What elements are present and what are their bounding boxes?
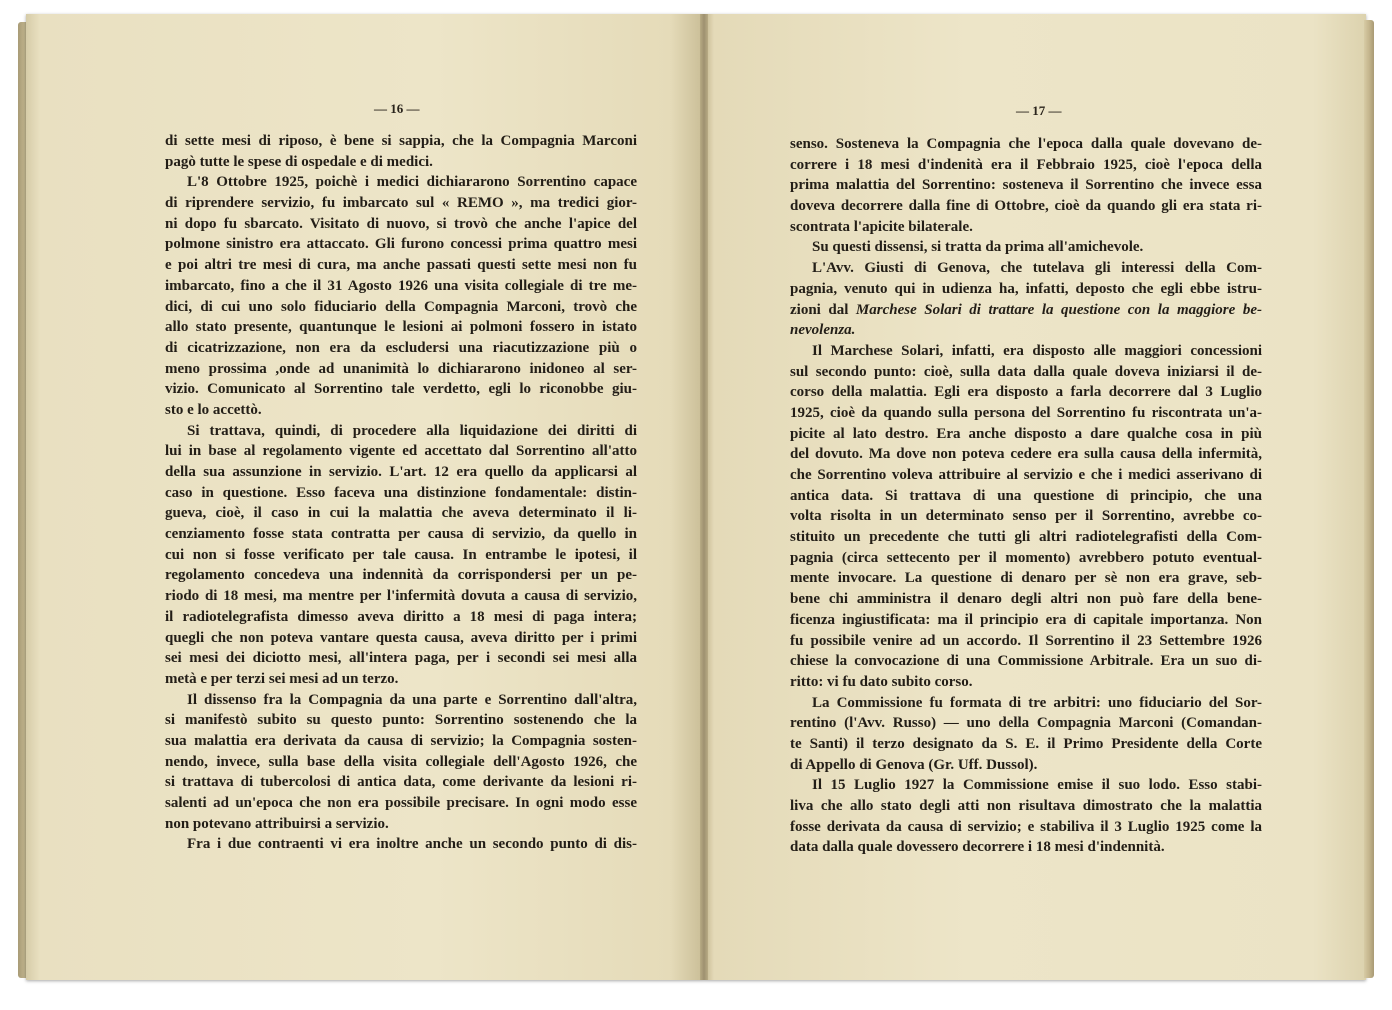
text-line: vizio. Comunicato al Sorrentino tale verdetto, egli lo riconobbe giu- — [165, 381, 637, 398]
text-line: liva che allo stato degli atti non risultava dimostrato che la malattia — [790, 798, 1262, 814]
text-line: non potevano attribuirsi a servizio. — [165, 815, 389, 832]
text-line: cui non si fosse verificato per tale causa. In entrambe le ipotesi, il — [165, 546, 637, 563]
text-line: stituito un precedente che tutti gli altri radiotelegrafisti della Com- — [790, 529, 1262, 546]
text-line — [790, 320, 1262, 341]
text-line: gueva, cioè, il caso in cui la malattia che aveva determinato il li- — [165, 505, 637, 522]
text-line: 1925, cioè da quando sulla persona del Sorrentino fu riscontrata un'a- — [790, 404, 1262, 421]
text-line: Fra i due contraenti vi era inoltre anche un secondo punto di dis- — [187, 836, 637, 853]
text-line: antica data. Si trattava di una questione di principio, che una — [790, 487, 1262, 504]
text-line: sua malattia era derivata da causa di servizio; la Compagnia sosten- — [165, 732, 637, 749]
text-line: picite al lato destro. Era anche disposto a dare qualche cosa in più — [790, 425, 1262, 442]
text-line: ni dopo fu sbarcato. Visitato di nuovo, si trovò che anche l'apice del — [165, 215, 637, 232]
text-line: meno prossima ,onde ad unanimità lo dichiararono inidoneo al ser- — [165, 360, 637, 377]
right-page-text — [790, 134, 1262, 858]
text-line: si manifestò subito su questo punto: Sorrentino sostenendo che la — [165, 712, 637, 729]
text-line: pagnia, venuto qui in udienza ha, infatti, deposto che egli ebbe istru- — [790, 280, 1262, 297]
text-line: che Sorrentino voleva attribuire al servizio e che i medici asserivano di — [790, 467, 1262, 483]
text-line: pagò tutte le spese di ospedale e di medici. — [165, 153, 433, 170]
text-line: fosse derivata da causa di servizio; e stabiliva il 3 Luglio 1925 come la — [790, 818, 1262, 835]
text-line: quegli che non poteva vantare questa causa, aveva diritto per i primi — [165, 629, 637, 646]
text-line: della sua assunzione in servizio. L'art. 12 era quello da applicarsi al — [165, 464, 637, 480]
left-page-text — [165, 131, 637, 855]
text-line: ritto: vi fu dato subito corso. — [790, 673, 973, 690]
text-line: rentino (l'Avv. Russo) — uno della Compagnia Marconi (Comandan- — [790, 715, 1262, 732]
text-line: Il 15 Luglio 1927 la Commissione emise il suo lodo. Esso stabi- — [812, 777, 1262, 794]
text-line: del dovuto. Ma dove non poteva cedere era sulla causa della infermità, — [790, 446, 1262, 463]
text-line: caso in questione. Esso faceva una distinzione fondamentale: distin- — [165, 484, 637, 501]
text-line: senso. Sosteneva la Compagnia che l'epoca dalla quale dovevano de- — [790, 136, 1262, 152]
text-line: di Appello di Genova (Gr. Uff. Dussol). — [790, 756, 1038, 773]
text-line: di riprendere servizio, fu imbarcato sul « REMO », ma tredici gior- — [165, 195, 637, 212]
text-line: nendo, invece, sulla base della visita collegiale dell'Agosto 1926, che — [165, 753, 637, 770]
text-line: L'Avv. Giusti di Genova, che tutelava gli interessi della Com- — [812, 260, 1262, 277]
italic-text: Marchese Solari di trattare la questione con la maggiore be- — [855, 301, 1262, 318]
text-line: corso della malattia. Egli era disposto a farla decorrere dal 3 Luglio — [790, 384, 1262, 401]
page-number-left: — 16 — — [374, 101, 420, 116]
text-line: sei mesi dei diciotto mesi, all'intera paga, per i secondi sei mesi alla — [165, 650, 637, 667]
text-line: ficenza ingiustificata: ma il principio era di capitale importanza. Non — [790, 611, 1262, 628]
text-line: doveva decorrere dalla fine di Ottobre, cioè da quando gli era stata ri- — [790, 198, 1262, 215]
text-line: scontrata l'apicite bilaterale. — [790, 218, 973, 235]
page-number-right: — 17 — — [1016, 103, 1062, 118]
text-line: bene chi amministra il denaro degli altri non può fare della bene- — [790, 591, 1262, 608]
text-line: allo stato presente, quantunque le lesioni ai polmoni fossero in istato — [165, 319, 637, 336]
text-line: sul secondo punto: cioè, sulla data dalla quale doveva iniziarsi il de- — [790, 363, 1262, 380]
text-line: dici, di cui uno solo fiduciario della Compagnia Marconi, trovò che — [165, 298, 637, 315]
text-line: il radiotelegrafista dimesso aveva diritto a 18 mesi di paga intera; — [165, 608, 637, 625]
text-line: correre i 18 mesi d'indenità era il Febbraio 1925, cioè l'epoca della — [790, 156, 1262, 173]
text-line: Il Marchese Solari, infatti, era disposto alle maggiori concessioni — [812, 342, 1262, 359]
right-page-edge — [1364, 20, 1374, 978]
book-spine — [700, 14, 708, 980]
text-line: te Santi) il terzo designato da S. E. il Primo Presidente della Corte — [790, 735, 1262, 752]
italic-text: nevolenza. — [790, 322, 856, 339]
text-line: Il dissenso fra la Compagnia da una parte e Sorrentino dall'altra, — [187, 691, 637, 708]
text-line: riodo di 18 mesi, ma mentre per l'infermità dovuta a causa di servizio, — [165, 588, 637, 605]
text-line: Si trattava, quindi, di procedere alla liquidazione dei diritti di — [187, 422, 637, 439]
text-line: cenziamento fosse stata contratta per causa di servizio, da quello in — [165, 526, 637, 543]
text-line: volta risolta in un determinato senso per il Sorrentino, avrebbe co- — [790, 508, 1262, 525]
text-line: L'8 Ottobre 1925, poichè i medici dichiararono Sorrentino capace — [187, 174, 637, 191]
text-line: prima malattia del Sorrentino: sosteneva il Sorrentino che invece essa — [790, 177, 1262, 194]
text-line: pagnia (circa settecento per il momento) avrebbero potuto eventual- — [790, 549, 1262, 566]
text-line: La Commissione fu formata di tre arbitri: uno fiduciario del Sor- — [812, 694, 1262, 711]
text-line: lui in base al regolamento vigente ed accettato dal Sorrentino all'atto — [165, 443, 637, 460]
text-line: mente invocare. La questione di denaro per sè non era grave, seb- — [790, 570, 1262, 587]
text-line: si trattava di tubercolosi di antica data, come derivante da lesioni ri- — [165, 774, 637, 791]
text-line: data dalla quale dovessero decorrere i 18 mesi d'indennità. — [790, 839, 1165, 856]
text-line: sto e lo accettò. — [165, 401, 262, 418]
text-line: polmone sinistro era attaccato. Gli furono concessi prima quattro mesi — [165, 236, 637, 253]
text-line: salenti ad un'epoca che non era possibile precisare. In ogni modo esse — [165, 795, 637, 811]
open-book — [6, 14, 1382, 992]
text-line: di cicatrizzazione, non era da escludersi una riacutizzazione più o — [165, 339, 637, 356]
text-line: imbarcato, fino a che il 31 Agosto 1926 una visita collegiale di tre me- — [165, 277, 637, 294]
text-line: Su questi dissensi, si tratta da prima all'amichevole. — [812, 239, 1144, 256]
text-line: fu possibile venire ad un accordo. Il Sorrentino il 23 Settembre 1926 — [790, 632, 1262, 649]
text-line: e poi altri tre mesi di cura, ma anche passati questi sette mesi non fu — [165, 257, 637, 274]
text-line: regolamento concedeva una indennità da corrispondersi per un pe- — [165, 567, 637, 584]
text-line: zioni dal Marchese Solari di trattare la questione con la maggiore be- — [790, 301, 1262, 318]
text-line: metà e per terzi sei mesi ad un terzo. — [165, 670, 399, 687]
text-line: di sette mesi di riposo, è bene si sappia, che la Compagnia Marconi — [165, 133, 637, 149]
text-line: chiese la convocazione di una Commissione Arbitrale. Era un suo di- — [790, 653, 1262, 670]
